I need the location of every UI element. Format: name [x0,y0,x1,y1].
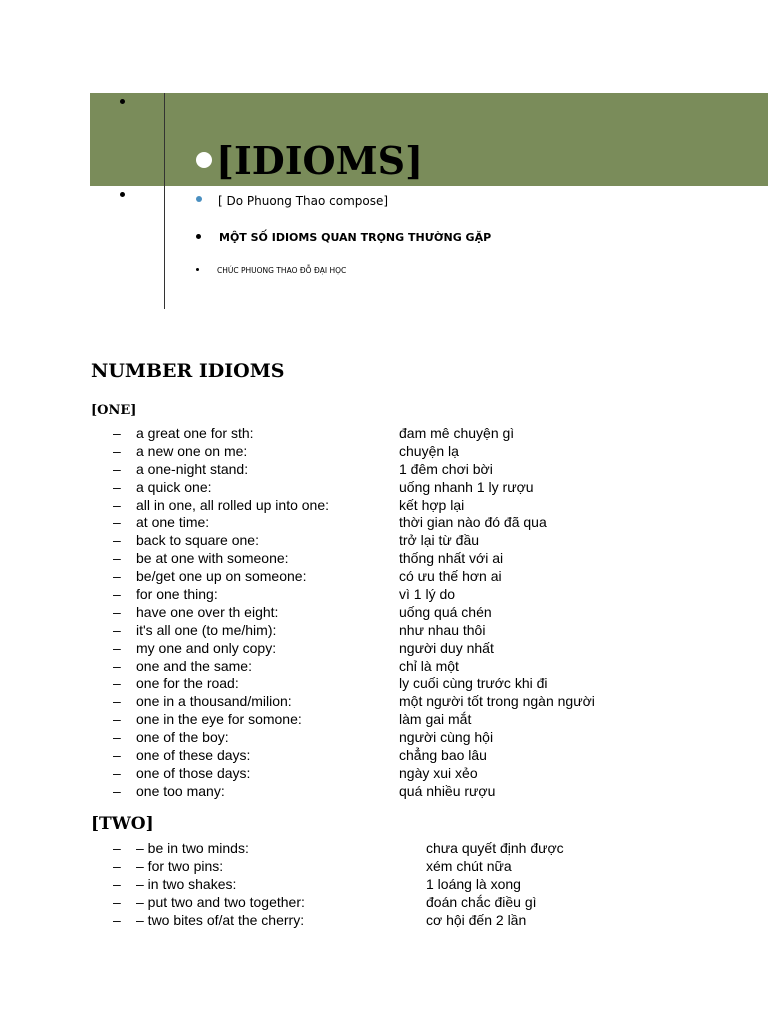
idiom-text: back to square one: [136,532,259,549]
idiom-meaning: quá nhiều rượu [399,782,496,799]
list-item: – my one and only copy: người duy nhất [113,639,494,656]
list-item: – a great one for sth: đam mê chuyện gì [113,425,515,441]
idiom-text: one of these days: [136,747,251,764]
idiom-text: – put two and two together: [136,893,305,910]
idiom-meaning: ly cuối cùng trước khi đi [399,675,548,692]
list-item: – one of the boy: người cùng hội [113,729,494,746]
cover-line-3 [196,266,346,275]
one-heading: [ONE] [91,403,137,418]
list-item: – one of these days: chẳng bao lâu [113,747,487,764]
idiom-meaning: thống nhất với ai [399,550,504,567]
idiom-meaning: đam mê chuyện gì [399,425,515,441]
idiom-text: a new one on me: [136,442,248,459]
vertical-rule [164,93,165,309]
list-item: – a quick one: uống nhanh 1 ly rượu [113,478,534,495]
idiom-meaning: chẳng bao lâu [399,747,487,764]
two-heading: [TWO] [91,814,154,834]
idiom-text: one and the same: [136,657,252,674]
idiom-text: for one thing: [136,586,218,603]
idiom-meaning: kết hợp lại [399,496,465,513]
idiom-text: – in two shakes: [136,875,237,892]
idiom-text: one too many: [136,782,225,799]
idiom-meaning: có ưu thế hơn ai [399,568,502,585]
idiom-meaning: uống nhanh 1 ly rượu [399,478,534,495]
list-item: – back to square one: trở lại từ đầu [113,532,480,549]
idiom-meaning: chuyện lạ [399,442,459,459]
list-item: – – in two shakes: 1 loáng là xong [113,875,521,892]
idiom-meaning: xém chút nữa [426,857,512,874]
list-item: – a new one on me: chuyện lạ [113,442,459,459]
side-bullet-bottom [120,192,125,197]
one-idiom-list [0,425,768,801]
idiom-meaning: một người tốt trong ngàn người [399,693,595,710]
idiom-meaning: 1 loáng là xong [426,875,521,892]
list-item: – be/get one up on someone: có ưu thế hơn ai [113,568,502,585]
list-item: – one in the eye for somone: làm gai mắt [113,711,472,728]
idiom-text: at one time: [136,514,210,531]
idiom-text: one in a thousand/milion: [136,693,292,710]
list-item: – all in one, all rolled up into one: kết hợp lại [113,496,465,513]
idiom-text: be/get one up on someone: [136,568,307,585]
cover-line-3-text: CHÚC PHUONG THAO ĐỖ ĐẠI HỌC [217,266,347,275]
list-item: – one in a thousand/milion: một người tốt trong ngàn người [113,693,595,710]
idiom-text: – for two pins: [136,857,224,874]
list-item: – it's all one (to me/him): như nhau thôi [113,621,486,638]
idiom-meaning: ngày xui xẻo [399,764,478,781]
idiom-text: one in the eye for somone: [136,711,302,728]
list-item: – one of those days: ngày xui xẻo [113,764,478,781]
line3-bullet-icon [196,268,199,271]
idiom-text: – be in two minds: [136,840,249,856]
idiom-meaning: uống quá chén [399,603,492,620]
idiom-meaning: chỉ là một [399,657,459,674]
list-item: – at one time: thời gian nào đó đã qua [113,514,547,531]
document-title [196,137,423,185]
idiom-text: – two bites of/at the cherry: [136,911,305,928]
subtitle [196,194,388,208]
list-item: – one too many: quá nhiều rượu [113,782,496,799]
line2-bullet-icon [196,234,201,239]
idiom-meaning: người duy nhất [399,639,494,656]
idiom-text: it's all one (to me/him): [136,621,277,638]
subtitle-bullet-icon [196,196,202,202]
title-banner [90,93,768,186]
list-item: – – put two and two together: đoán chắc điều gì [113,893,537,910]
list-item: – one and the same: chỉ là một [113,657,459,674]
idiom-text: a one-night stand: [136,460,249,477]
idiom-text: one for the road: [136,675,239,692]
idiom-meaning: cơ hội đến 2 lần [426,911,527,928]
list-item: – – be in two minds: chưa quyết định được [113,840,564,856]
section-title: NUMBER IDIOMS [91,360,285,382]
list-item: – – for two pins: xém chút nữa [113,857,512,874]
list-item: – – two bites of/at the cherry: cơ hội đến 2 lần [113,911,527,928]
list-item: – have one over th eight: uống quá chén [113,603,492,620]
idiom-text: be at one with someone: [136,550,289,567]
idiom-text: have one over th eight: [136,603,279,620]
list-item: – one for the road: ly cuối cùng trước khi đi [113,675,548,692]
side-bullet-top [120,99,125,104]
idiom-text: my one and only copy: [136,639,277,656]
subtitle-text: [ Do Phuong Thao compose] [218,194,389,208]
list-item: – be at one with someone: thống nhất với ai [113,550,504,567]
idiom-text: one of those days: [136,764,251,781]
idiom-text: a quick one: [136,478,212,495]
idiom-text: one of the boy: [136,729,229,746]
cover-line-2-text: MỘT SỐ IDIOMS QUAN TRỌNG THƯỜNG GẶP [219,231,492,244]
idiom-meaning: thời gian nào đó đã qua [399,514,547,531]
idiom-text: all in one, all rolled up into one: [136,496,330,513]
idiom-text: a great one for sth: [136,425,254,441]
title-text: [IDIOMS] [216,138,424,183]
idiom-meaning: như nhau thôi [399,621,486,638]
idiom-meaning: chưa quyết định được [426,840,564,856]
list-item: – for one thing: vì 1 lý do [113,586,456,603]
list-item: – a one-night stand: 1 đêm chơi bời [113,460,493,477]
idiom-meaning: trở lại từ đầu [399,532,480,549]
cover-line-2 [196,231,491,244]
idiom-meaning: vì 1 lý do [399,586,456,603]
idiom-meaning: người cùng hội [399,729,494,746]
idiom-meaning: 1 đêm chơi bời [399,460,493,477]
title-bullet-icon [196,152,212,168]
idiom-meaning: làm gai mắt [399,711,472,728]
two-idiom-list [0,840,768,929]
idiom-meaning: đoán chắc điều gì [426,893,537,910]
